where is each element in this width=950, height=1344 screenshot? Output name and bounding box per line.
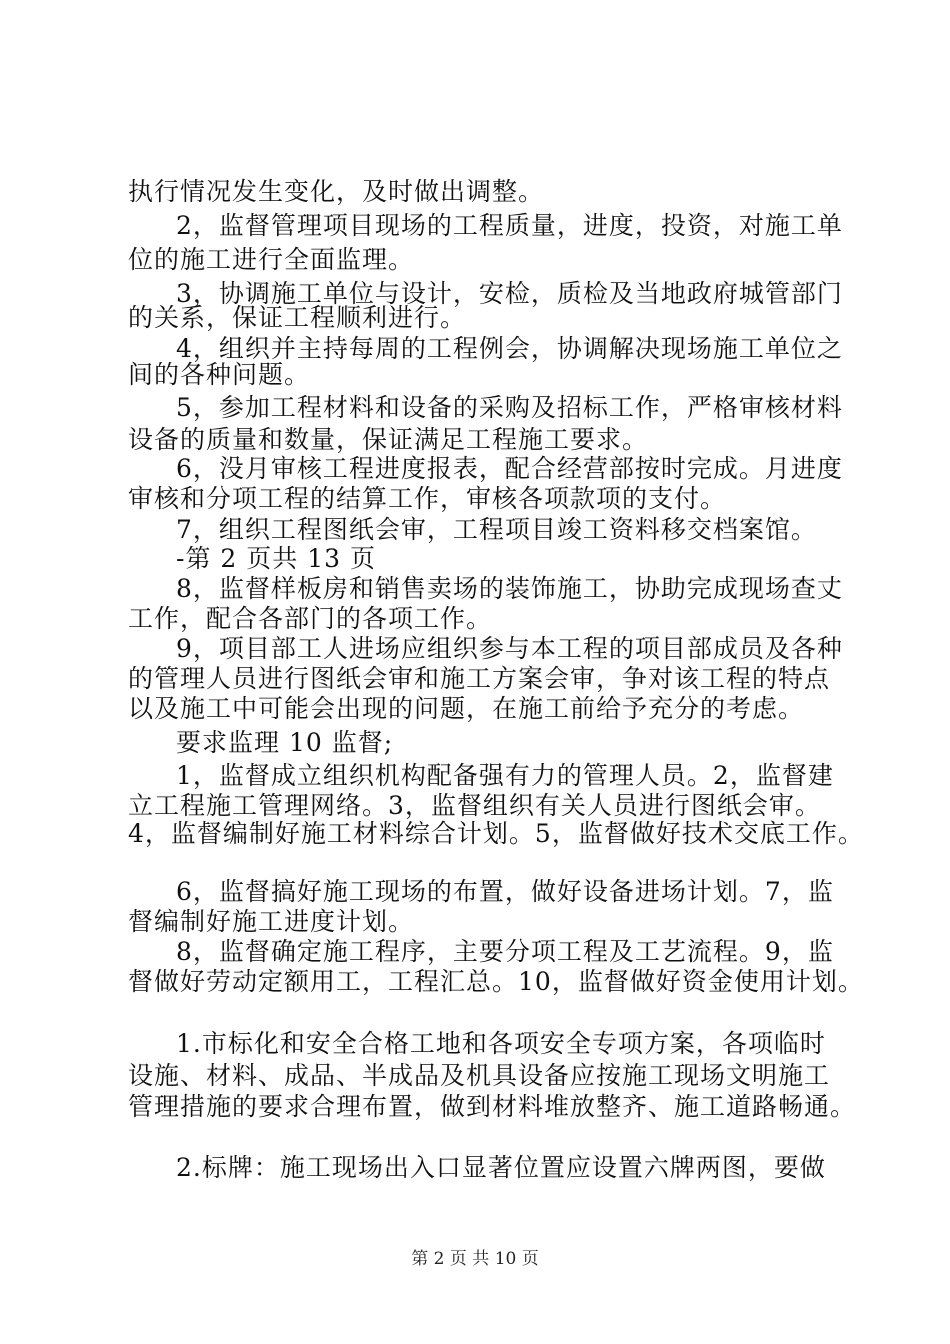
text-line: 设施、材料、成品、半成品及机具设备应按施工现场文明施工	[128, 1061, 831, 1090]
text-line: 管理措施的要求合理布置，做到材料堆放整齐、施工道路畅通。	[128, 1092, 857, 1121]
text-line: 执行情况发生变化，及时做出调整。	[128, 177, 545, 206]
text-line: 以及施工中可能会出现的问题，在施工前给予充分的考虑。	[128, 694, 805, 723]
text-line: 4，监督编制好施工材料综合计划。5，监督做好技术交底工作。	[128, 819, 864, 848]
text-line: 工作，配合各部门的各项工作。	[128, 604, 493, 633]
text-line: 要求监理 10 监督;	[176, 728, 394, 757]
text-line: 的管理人员进行图纸会审和施工方案会审，争对该工程的特点	[128, 664, 831, 693]
text-line: 督做好劳动定额用工，工程汇总。10，监督做好资金使用计划。	[128, 967, 864, 996]
text-line: 9，项目部工人进场应组织参与本工程的项目部成员及各种	[176, 634, 843, 663]
text-line: 设备的质量和数量，保证满足工程施工要求。	[128, 425, 649, 454]
text-line: 8，监督确定施工程序，主要分项工程及工艺流程。9，监	[176, 937, 834, 966]
text-line: 2，监督管理项目现场的工程质量，进度，投资，对施工单	[176, 211, 843, 240]
text-line: 1，监督成立组织机构配备强有力的管理人员。2，监督建	[176, 761, 834, 790]
text-line: 督编制好施工进度计划。	[128, 907, 415, 936]
text-line: 的关系，保证工程顺利进行。	[128, 303, 467, 332]
text-line: -第 2 页共 13 页	[176, 544, 376, 573]
text-line: 位的施工进行全面监理。	[128, 245, 415, 274]
text-line: 立工程施工管理网络。3，监督组织有关人员进行图纸会审。	[128, 791, 821, 820]
text-line: 2.标牌：施工现场出入口显著位置应设置六牌两图，要做	[176, 1153, 826, 1182]
text-line: 6，监督搞好施工现场的布置，做好设备进场计划。7，监	[176, 877, 834, 906]
text-line: 4，组织并主持每周的工程例会，协调解决现场施工单位之	[176, 334, 843, 363]
text-line: 5，参加工程材料和设备的采购及招标工作，严格审核材料	[176, 393, 843, 422]
text-line: 8，监督样板房和销售卖场的装饰施工，协助完成现场查丈	[176, 574, 843, 603]
page-footer: 第 2 页 共 10 页	[411, 1249, 539, 1269]
text-line: 间的各种问题。	[128, 360, 311, 389]
text-line: 3，协调施工单位与设计，安检，质检及当地政府城管部门	[176, 279, 843, 308]
text-line: 6，没月审核工程进度报表，配合经营部按时完成。月进度	[176, 454, 843, 483]
text-line: 1.市标化和安全合格工地和各项安全专项方案，各项临时	[176, 1029, 826, 1058]
text-line: 审核和分项工程的结算工作，审核各项款项的支付。	[128, 484, 727, 513]
text-line: 7，组织工程图纸会审，工程项目竣工资料移交档案馆。	[176, 515, 817, 544]
